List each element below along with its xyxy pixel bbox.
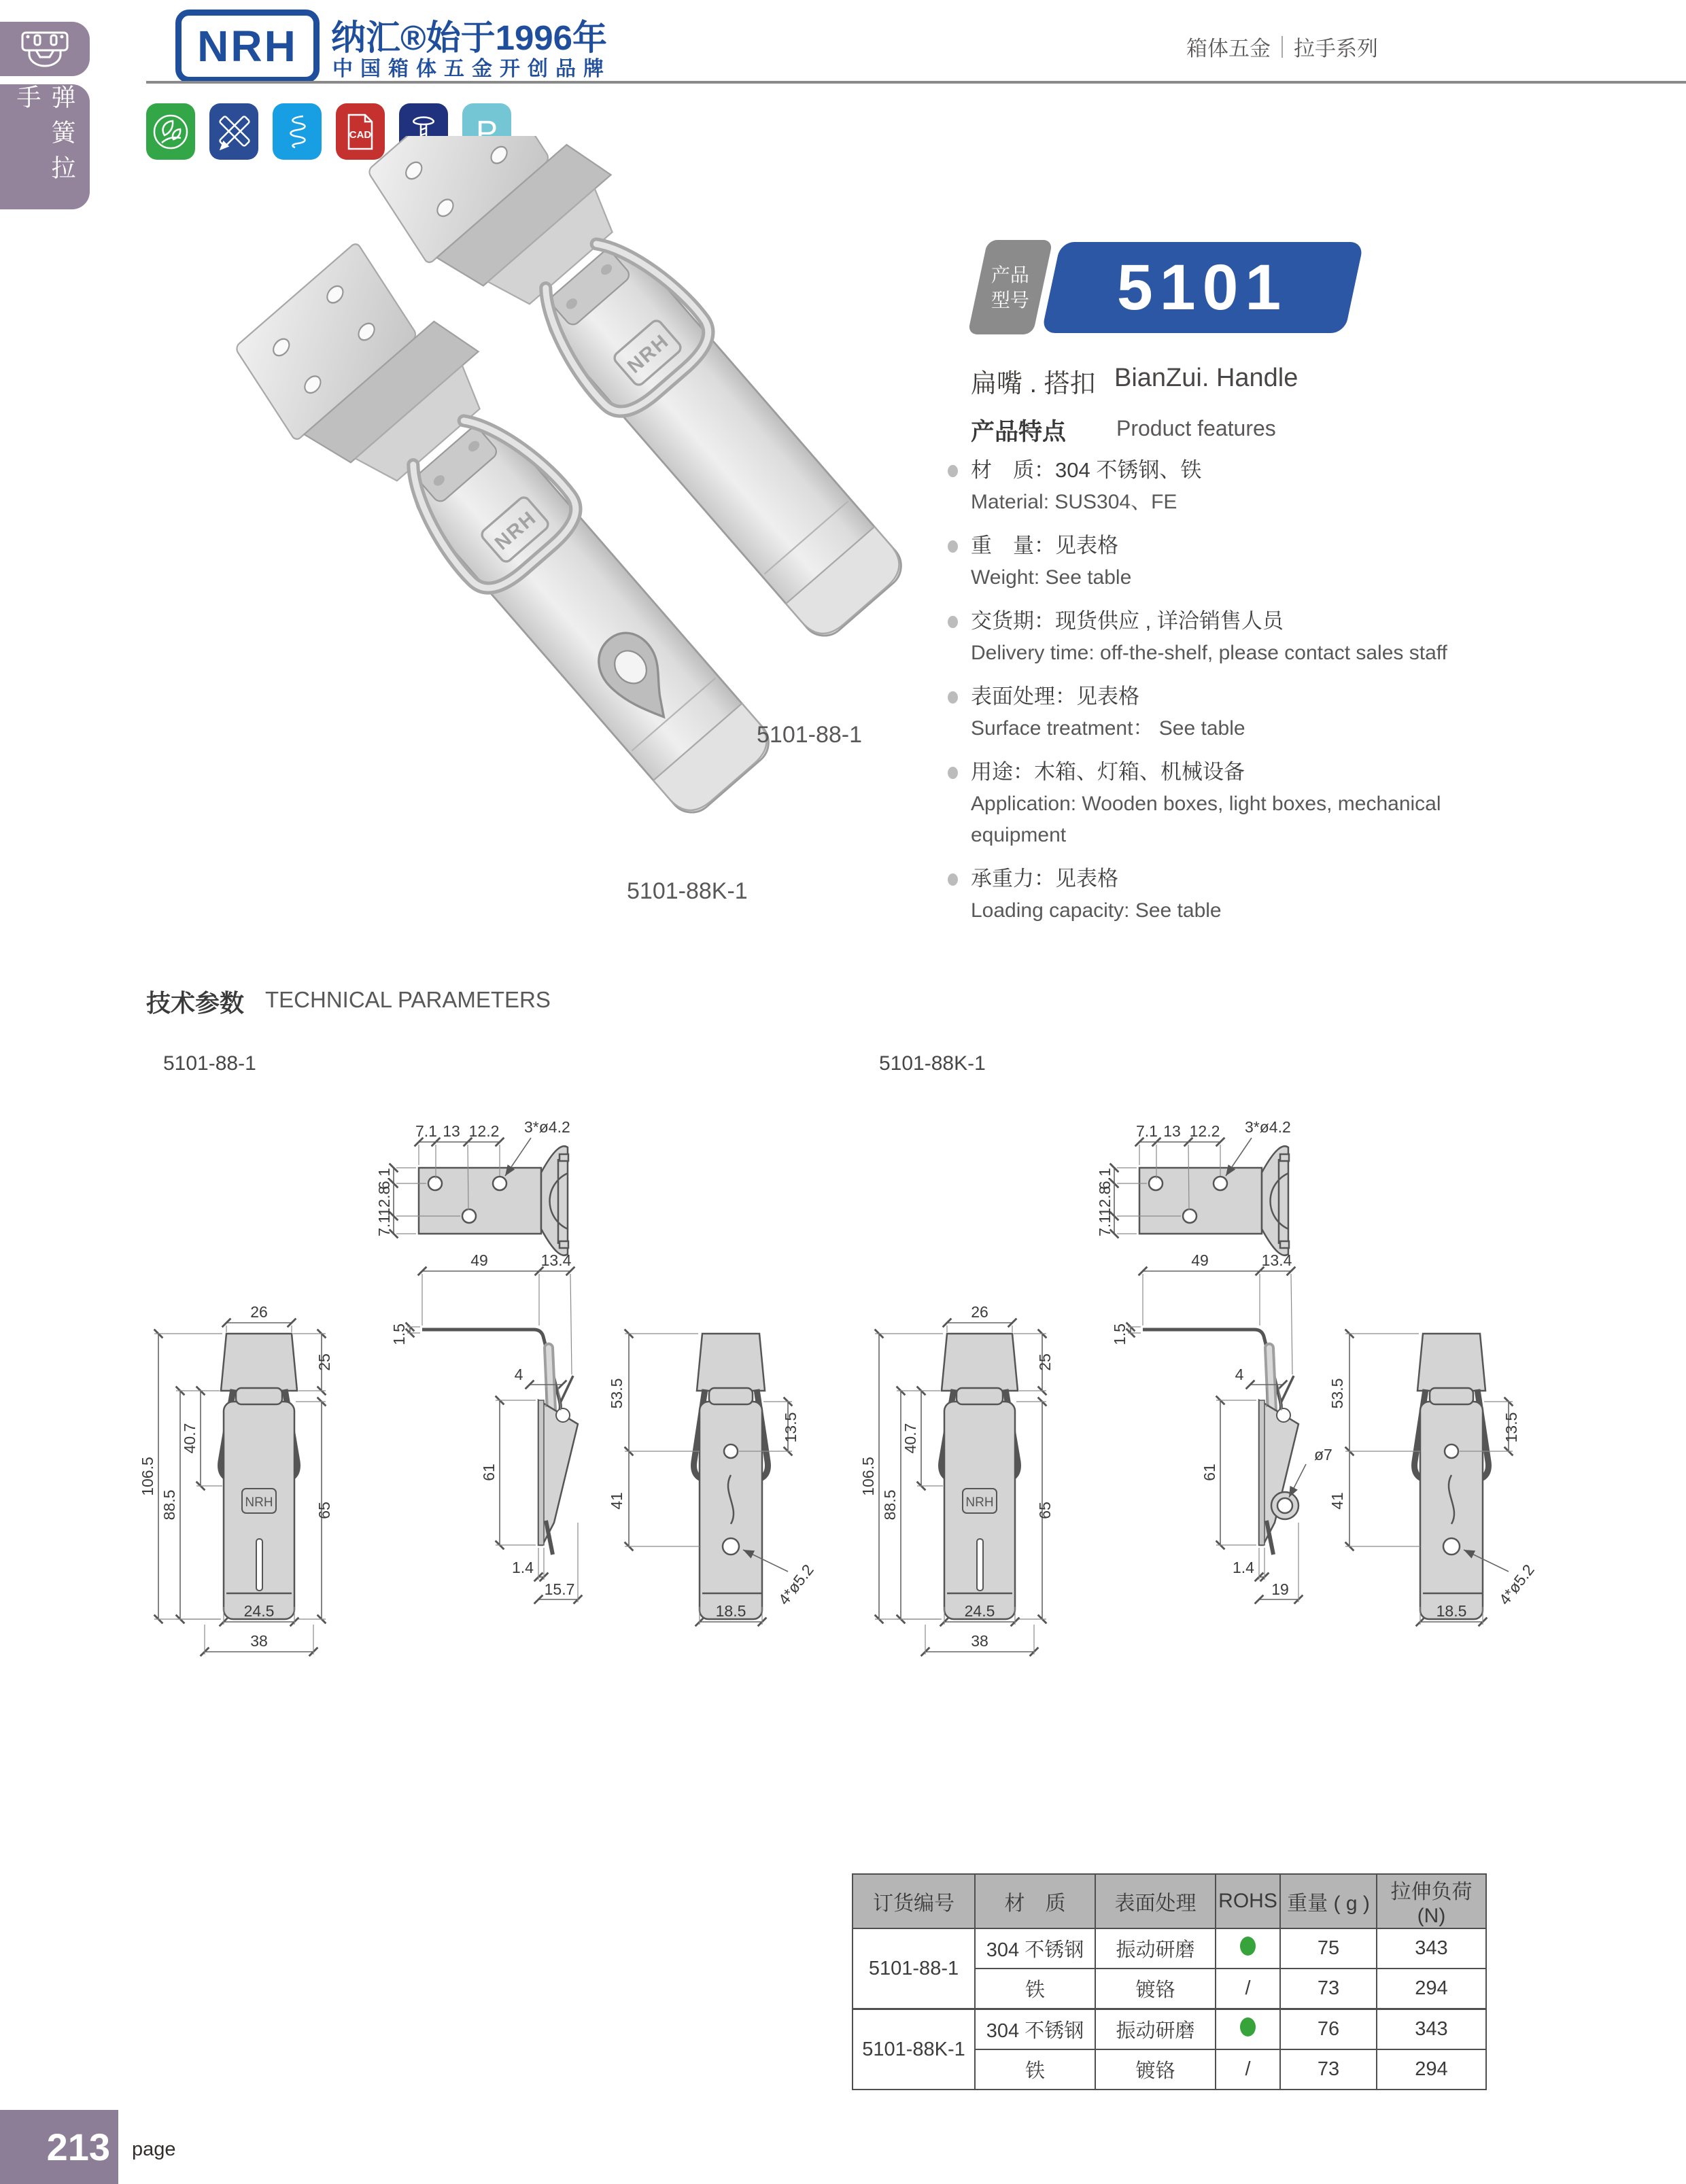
spec-table	[852, 1873, 1487, 2090]
svg-text:106.5: 106.5	[859, 1457, 877, 1496]
svg-text:53.5: 53.5	[1328, 1378, 1346, 1409]
svg-text:65: 65	[1036, 1502, 1054, 1519]
svg-text:12.2: 12.2	[468, 1122, 500, 1140]
drawing-label-2: 5101-88K-1	[879, 1052, 986, 1075]
model-tag	[967, 240, 1053, 334]
svg-text:25: 25	[315, 1353, 333, 1371]
svg-text:1.4: 1.4	[512, 1559, 534, 1576]
svg-text:4*ø5.2: 4*ø5.2	[1495, 1561, 1538, 1608]
svg-text:53.5: 53.5	[608, 1378, 625, 1409]
tech-heading-en: TECHNICAL PARAMETERS	[265, 987, 551, 1012]
feature-item: 交货期：现货供应 , 详洽销售人员 Delivery time: off-the-shelf, please contact sales staff	[971, 605, 1521, 669]
feature-item: 表面处理：见表格 Surface treatment： See table	[971, 680, 1521, 744]
svg-text:40.7: 40.7	[901, 1423, 919, 1454]
model-tag-line2: 型号	[991, 289, 1029, 311]
svg-text:13.4: 13.4	[1261, 1251, 1292, 1269]
svg-text:13: 13	[443, 1122, 460, 1140]
table-row: 铁 镀铬 / 73 294	[853, 1969, 1486, 2009]
features-title-en: Product features	[1116, 416, 1276, 440]
svg-text:106.5: 106.5	[139, 1457, 156, 1496]
model-number-banner	[1042, 242, 1364, 333]
table-header-row: 订货编号 材 质 表面处理 ROHS 重量 ( g ) 拉伸负荷 (N)	[853, 1874, 1486, 1928]
eyelet-hole	[1277, 1498, 1292, 1513]
svg-text:13.5: 13.5	[782, 1412, 799, 1443]
table-row: 铁 镀铬 / 73 294	[853, 2049, 1486, 2090]
rohs-pass-dot	[1240, 1937, 1256, 1956]
breadcrumb-category: 箱体五金	[1186, 37, 1271, 60]
svg-text:12.8: 12.8	[375, 1185, 393, 1217]
svg-text:1.4: 1.4	[1233, 1559, 1254, 1576]
table-row: 5101-88-1 304 不锈钢 振动研磨 75 343	[853, 1928, 1486, 1969]
svg-text:41: 41	[608, 1492, 625, 1510]
tech-heading-zh: 技术参数	[146, 989, 245, 1017]
product-photos	[136, 136, 952, 918]
feature-item: 承重力：见表格 Loading capacity: See table	[971, 863, 1521, 926]
svg-text:1.5: 1.5	[390, 1323, 408, 1345]
svg-text:24.5: 24.5	[243, 1602, 275, 1620]
svg-text:7.1: 7.1	[1096, 1215, 1114, 1236]
drawing-label-1: 5101-88-1	[163, 1052, 256, 1075]
svg-text:65: 65	[315, 1502, 333, 1519]
features-title-zh: 产品特点	[971, 419, 1067, 445]
svg-text:49: 49	[470, 1251, 488, 1269]
table-row: 5101-88K-1 304 不锈钢 振动研磨 76 343	[853, 2009, 1486, 2050]
svg-text:7.1: 7.1	[375, 1215, 393, 1236]
model-tag-line1: 产品	[991, 264, 1029, 285]
svg-text:13.5: 13.5	[1502, 1412, 1520, 1443]
svg-text:13.4: 13.4	[540, 1251, 572, 1269]
draw-latch-icon	[18, 30, 71, 68]
nrh-logo-text: NRH	[197, 22, 298, 71]
header-divider	[146, 81, 1686, 84]
nrh-logo	[175, 10, 320, 83]
svg-text:6.1: 6.1	[375, 1168, 393, 1190]
svg-text:13: 13	[1163, 1122, 1181, 1140]
brand-slogan-line2: 中国箱体五金开创品牌	[332, 58, 611, 80]
p-icon-label: P	[475, 114, 498, 151]
page-number: 213	[46, 2126, 110, 2168]
svg-text:61: 61	[480, 1463, 498, 1481]
svg-text:41: 41	[1328, 1492, 1346, 1510]
brand-slogan-line1: 纳汇®始于1996年	[331, 18, 608, 57]
sidebar-category-tab[interactable]	[0, 22, 90, 76]
sidebar-series-label: 弹簧拉手	[14, 84, 76, 190]
svg-text:88.5: 88.5	[160, 1489, 178, 1521]
svg-text:24.5: 24.5	[964, 1602, 995, 1620]
product-name-en: BianZui. Handle	[1114, 364, 1298, 392]
sidebar-series-tab[interactable]	[0, 84, 90, 209]
svg-text:25: 25	[1036, 1353, 1054, 1371]
svg-text:38: 38	[250, 1632, 268, 1650]
technical-drawing-5101-88-1	[119, 1108, 840, 1693]
svg-text:3*ø4.2: 3*ø4.2	[524, 1118, 570, 1136]
page-number-block	[0, 2110, 118, 2184]
photo-label-1: 5101-88-1	[757, 722, 863, 748]
feature-item: 用途：木箱、灯箱、机械设备 Application: Wooden boxes, light boxes, mechanical equipment	[971, 756, 1521, 851]
latch-photo-5101-88K-1	[223, 228, 802, 853]
photo-label-2: 5101-88K-1	[627, 878, 748, 904]
feature-item: 重 量：见表格 Weight: See table	[971, 530, 1521, 593]
breadcrumb-divider	[1281, 36, 1283, 58]
svg-text:7.1: 7.1	[1136, 1122, 1158, 1140]
svg-text:6.1: 6.1	[1096, 1168, 1114, 1190]
rohs-pass-dot	[1240, 2017, 1256, 2036]
svg-text:12.8: 12.8	[1096, 1185, 1114, 1217]
cad-icon-label: CAD	[349, 128, 372, 141]
svg-text:61: 61	[1201, 1463, 1218, 1481]
svg-text:88.5: 88.5	[881, 1489, 899, 1521]
svg-text:1.5: 1.5	[1111, 1323, 1129, 1345]
svg-text:ø7: ø7	[1314, 1446, 1332, 1463]
svg-text:12.2: 12.2	[1189, 1122, 1220, 1140]
svg-text:18.5: 18.5	[715, 1602, 746, 1620]
breadcrumb-series: 拉手系列	[1294, 37, 1378, 60]
breadcrumb	[1186, 31, 1378, 62]
svg-text:4*ø5.2: 4*ø5.2	[774, 1561, 817, 1608]
svg-text:49: 49	[1191, 1251, 1209, 1269]
svg-text:7.1: 7.1	[415, 1122, 437, 1140]
feature-list	[971, 454, 1521, 938]
svg-text:15.7: 15.7	[544, 1580, 575, 1598]
svg-text:4: 4	[1235, 1366, 1244, 1383]
order-code: 5101-88-1	[853, 1928, 975, 2009]
svg-text:3*ø4.2: 3*ø4.2	[1245, 1118, 1291, 1136]
technical-drawing-5101-88K-1	[840, 1108, 1560, 1693]
feature-item: 材 质：304 不锈钢、铁 Material: SUS304、FE	[971, 454, 1521, 518]
svg-text:38: 38	[971, 1632, 988, 1650]
svg-text:26: 26	[250, 1303, 268, 1321]
model-number: 5101	[1117, 251, 1288, 324]
order-code: 5101-88K-1	[853, 2009, 975, 2090]
page-label: page	[132, 2138, 176, 2160]
product-name-zh: 扁嘴 . 搭扣	[971, 370, 1096, 398]
svg-text:18.5: 18.5	[1436, 1602, 1467, 1620]
svg-text:40.7: 40.7	[181, 1423, 199, 1454]
svg-text:19: 19	[1271, 1580, 1289, 1598]
svg-text:26: 26	[971, 1303, 988, 1321]
svg-text:4: 4	[514, 1366, 523, 1383]
